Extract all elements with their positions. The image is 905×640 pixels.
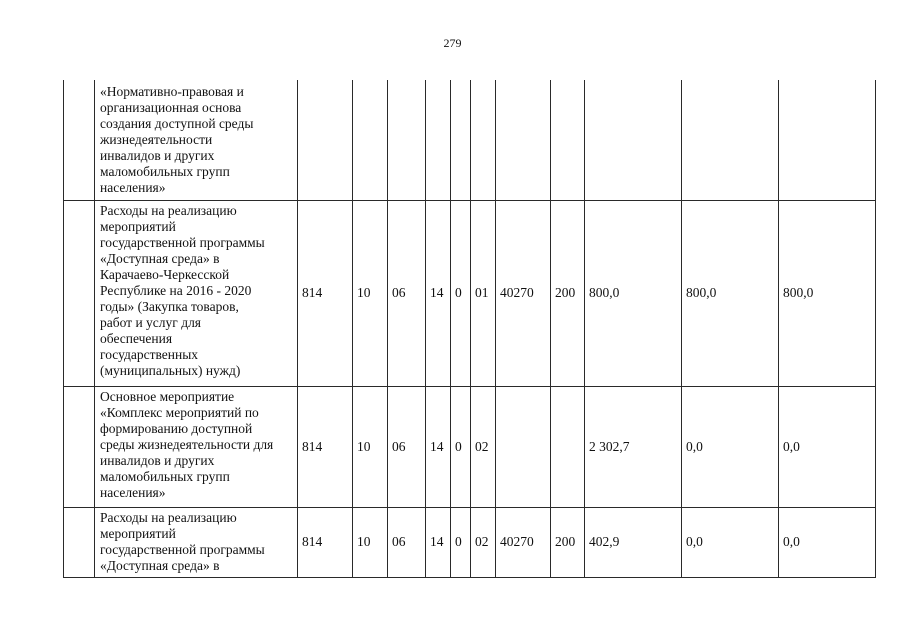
subsection-code-cell: 06	[388, 386, 426, 507]
grbs-code-cell: 814	[298, 386, 353, 507]
amount-year2-cell: 800,0	[682, 200, 779, 386]
page-number: 279	[443, 36, 462, 50]
subsection-code-cell: 06	[388, 200, 426, 386]
grbs-code-cell: 814	[298, 200, 353, 386]
item-name-cell: «Нормативно-правовая и организационная основа создания доступной среды жизнедеятельности инвалидов и других маломобильных групп населения»	[95, 80, 298, 200]
expense-type-cell: 200	[551, 507, 585, 577]
row-number-cell	[64, 80, 95, 200]
amount-year3-cell: 0,0	[779, 507, 876, 577]
expense-type-cell	[551, 80, 585, 200]
table-row	[64, 507, 876, 577]
expense-type-cell: 200	[551, 200, 585, 386]
subprogram-code-cell: 0	[451, 386, 471, 507]
amount-year1-cell: 402,9	[585, 507, 682, 577]
row-number-cell	[64, 386, 95, 507]
amount-year3-cell: 0,0	[779, 386, 876, 507]
program-code-cell: 14	[426, 386, 451, 507]
event-code-cell: 02	[471, 507, 496, 577]
amount-year1-cell	[585, 80, 682, 200]
table-row	[64, 386, 876, 507]
item-name-cell: Расходы на реализацию мероприятий государственной программы «Доступная среда» в Карачаево-Черкесской Республике на 2016 - 2020 годы» (Закупка товаров, работ и услуг для обеспечения государственных (муниципальных) нужд)	[95, 200, 298, 386]
direction-code-cell: 40270	[496, 200, 551, 386]
subprogram-code-cell: 0	[451, 507, 471, 577]
amount-year2-cell	[682, 80, 779, 200]
table-row	[64, 200, 876, 386]
direction-code-cell: 40270	[496, 507, 551, 577]
section-code-cell: 10	[353, 200, 388, 386]
section-code-cell	[353, 80, 388, 200]
row-number-cell	[64, 507, 95, 577]
program-code-cell	[426, 80, 451, 200]
row-number-cell	[64, 200, 95, 386]
amount-year3-cell: 800,0	[779, 200, 876, 386]
section-code-cell: 10	[353, 386, 388, 507]
amount-year2-cell: 0,0	[682, 507, 779, 577]
subsection-code-cell	[388, 80, 426, 200]
program-code-cell: 14	[426, 200, 451, 386]
amount-year1-cell: 800,0	[585, 200, 682, 386]
section-code-cell: 10	[353, 507, 388, 577]
direction-code-cell	[496, 80, 551, 200]
amount-year3-cell	[779, 80, 876, 200]
event-code-cell	[471, 80, 496, 200]
table-row	[64, 80, 876, 200]
grbs-code-cell	[298, 80, 353, 200]
expense-type-cell	[551, 386, 585, 507]
amount-year2-cell: 0,0	[682, 386, 779, 507]
amount-year1-cell: 2 302,7	[585, 386, 682, 507]
subsection-code-cell: 06	[388, 507, 426, 577]
event-code-cell: 01	[471, 200, 496, 386]
subprogram-code-cell: 0	[451, 200, 471, 386]
program-code-cell: 14	[426, 507, 451, 577]
grbs-code-cell: 814	[298, 507, 353, 577]
direction-code-cell	[496, 386, 551, 507]
event-code-cell: 02	[471, 386, 496, 507]
budget-table	[63, 80, 876, 578]
subprogram-code-cell	[451, 80, 471, 200]
item-name-cell: Расходы на реализацию мероприятий государственной программы «Доступная среда» в	[95, 507, 298, 577]
item-name-cell: Основное мероприятие «Комплекс мероприятий по формированию доступной среды жизнедеятельности для инвалидов и других маломобильных групп населения»	[95, 386, 298, 507]
